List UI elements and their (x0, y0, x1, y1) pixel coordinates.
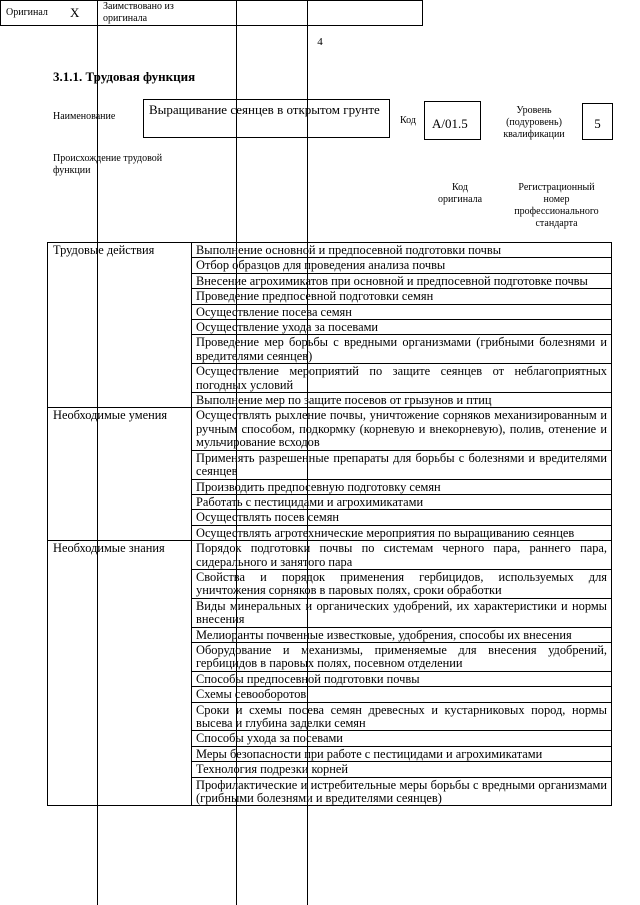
origin-label (53, 153, 162, 177)
item-cell: Применять разрешенные препараты для борьбы с болезнями и вредителями сеянцев (192, 450, 612, 479)
item-cell: Внесение агрохимикатов при основной и предпосевной подготовке почвы (192, 273, 612, 288)
name-label: Наименование (53, 111, 116, 122)
item-cell: Осуществлять рыхление почвы, уничтожение сорняков механизированным и ручным способом, подкормку (корневую и внекорневую), полив, отенение и мульчирование всходов (192, 408, 612, 450)
section-title-cell: Необходимые умения (48, 408, 192, 541)
borrowed-label-line2: оригинала (103, 13, 148, 24)
item-cell: Способы ухода за посевами (192, 731, 612, 746)
registration-caption (500, 182, 613, 230)
code-original-line2: оригинала (437, 194, 483, 205)
section-title-cell: Необходимые знания (48, 541, 192, 806)
origin-label-line1: Происхождение трудовой (53, 153, 163, 164)
origin-label-line2: функции (53, 165, 91, 176)
registration-line1: Регистрационный (518, 182, 595, 193)
item-cell: Свойства и порядок применения гербицидов, используемых для уничтожения сорняков в паровых полях, сроки обработки (192, 569, 612, 598)
function-name-field: Выращивание сеянцев в открытом грунте (143, 99, 390, 138)
item-cell: Отбор образцов для проведения анализа почвы (192, 258, 612, 273)
code-original-line1: Код (452, 182, 468, 193)
competency-table (47, 242, 612, 806)
item-cell: Выполнение мер по защите посевов от грызунов и птиц (192, 393, 612, 408)
level-label (490, 105, 578, 141)
borrowed-label-line1: Заимствовано из (103, 1, 174, 12)
item-cell: Порядок подготовки почвы по системам черного пара, раннего пара, сидерального и занятого пара (192, 541, 612, 570)
table-row (48, 243, 612, 258)
item-cell: Виды минеральных и органических удобрений, их характеристики и нормы внесения (192, 598, 612, 627)
item-cell: Выполнение основной и предпосевной подготовки почвы (192, 243, 612, 258)
item-cell: Осуществление мероприятий по защите сеянцев от неблагоприятных погодных условий (192, 364, 612, 393)
level-label-line3: квалификации (503, 129, 565, 140)
item-cell: Осуществлять посев семян (192, 510, 612, 525)
item-cell: Осуществлять агротехнические мероприятия по выращиванию сеянцев (192, 525, 612, 540)
code-field: А/01.5 (424, 101, 481, 140)
item-cell: Производить предпосевную подготовку семян (192, 479, 612, 494)
table-row (48, 541, 612, 570)
original-label: Оригинал (6, 7, 48, 18)
item-cell: Способы предпосевной подготовки почвы (192, 671, 612, 686)
code-label: Код (400, 115, 416, 126)
item-cell: Профилактические и истребительные меры борьбы с вредными организмами (грибными болезнями и вредителями сеянцев) (192, 777, 612, 806)
item-cell: Схемы севооборотов (192, 687, 612, 702)
registration-line4: стандарта (535, 218, 578, 229)
registration-line3: профессионального (514, 206, 599, 217)
registration-line2: номер (543, 194, 570, 205)
borrowed-label (103, 1, 174, 25)
page-number: 4 (317, 36, 323, 48)
item-cell: Технология подрезки корней (192, 762, 612, 777)
level-field: 5 (582, 103, 613, 140)
section-title-cell: Трудовые действия (48, 243, 192, 408)
table-row (48, 408, 612, 450)
section-title: 3.1.1. Трудовая функция (53, 69, 196, 84)
origin-table (0, 0, 423, 26)
original-mark: X (70, 5, 80, 20)
item-cell: Меры безопасности при работе с пестицидами и агрохимикатами (192, 746, 612, 761)
code-original-caption (425, 182, 495, 206)
item-cell: Осуществление ухода за посевами (192, 320, 612, 335)
item-cell: Оборудование и механизмы, применяемые для внесения удобрений, гербицидов в паровых полях, посевном отделении (192, 642, 612, 671)
item-cell: Мелиоранты почвенные известковые, удобрения, способы их внесения (192, 627, 612, 642)
item-cell: Осуществление посева семян (192, 304, 612, 319)
level-label-line1: Уровень (516, 105, 552, 116)
item-cell: Проведение предпосевной подготовки семян (192, 289, 612, 304)
item-cell: Проведение мер борьбы с вредными организмами (грибными болезнями и вредителями сеянцев) (192, 335, 612, 364)
item-cell: Работать с пестицидами и агрохимикатами (192, 494, 612, 509)
level-label-line2: (подуровень) (506, 117, 562, 128)
item-cell: Сроки и схемы посева семян древесных и кустарниковых пород, нормы высева и глубина заделки семян (192, 702, 612, 731)
